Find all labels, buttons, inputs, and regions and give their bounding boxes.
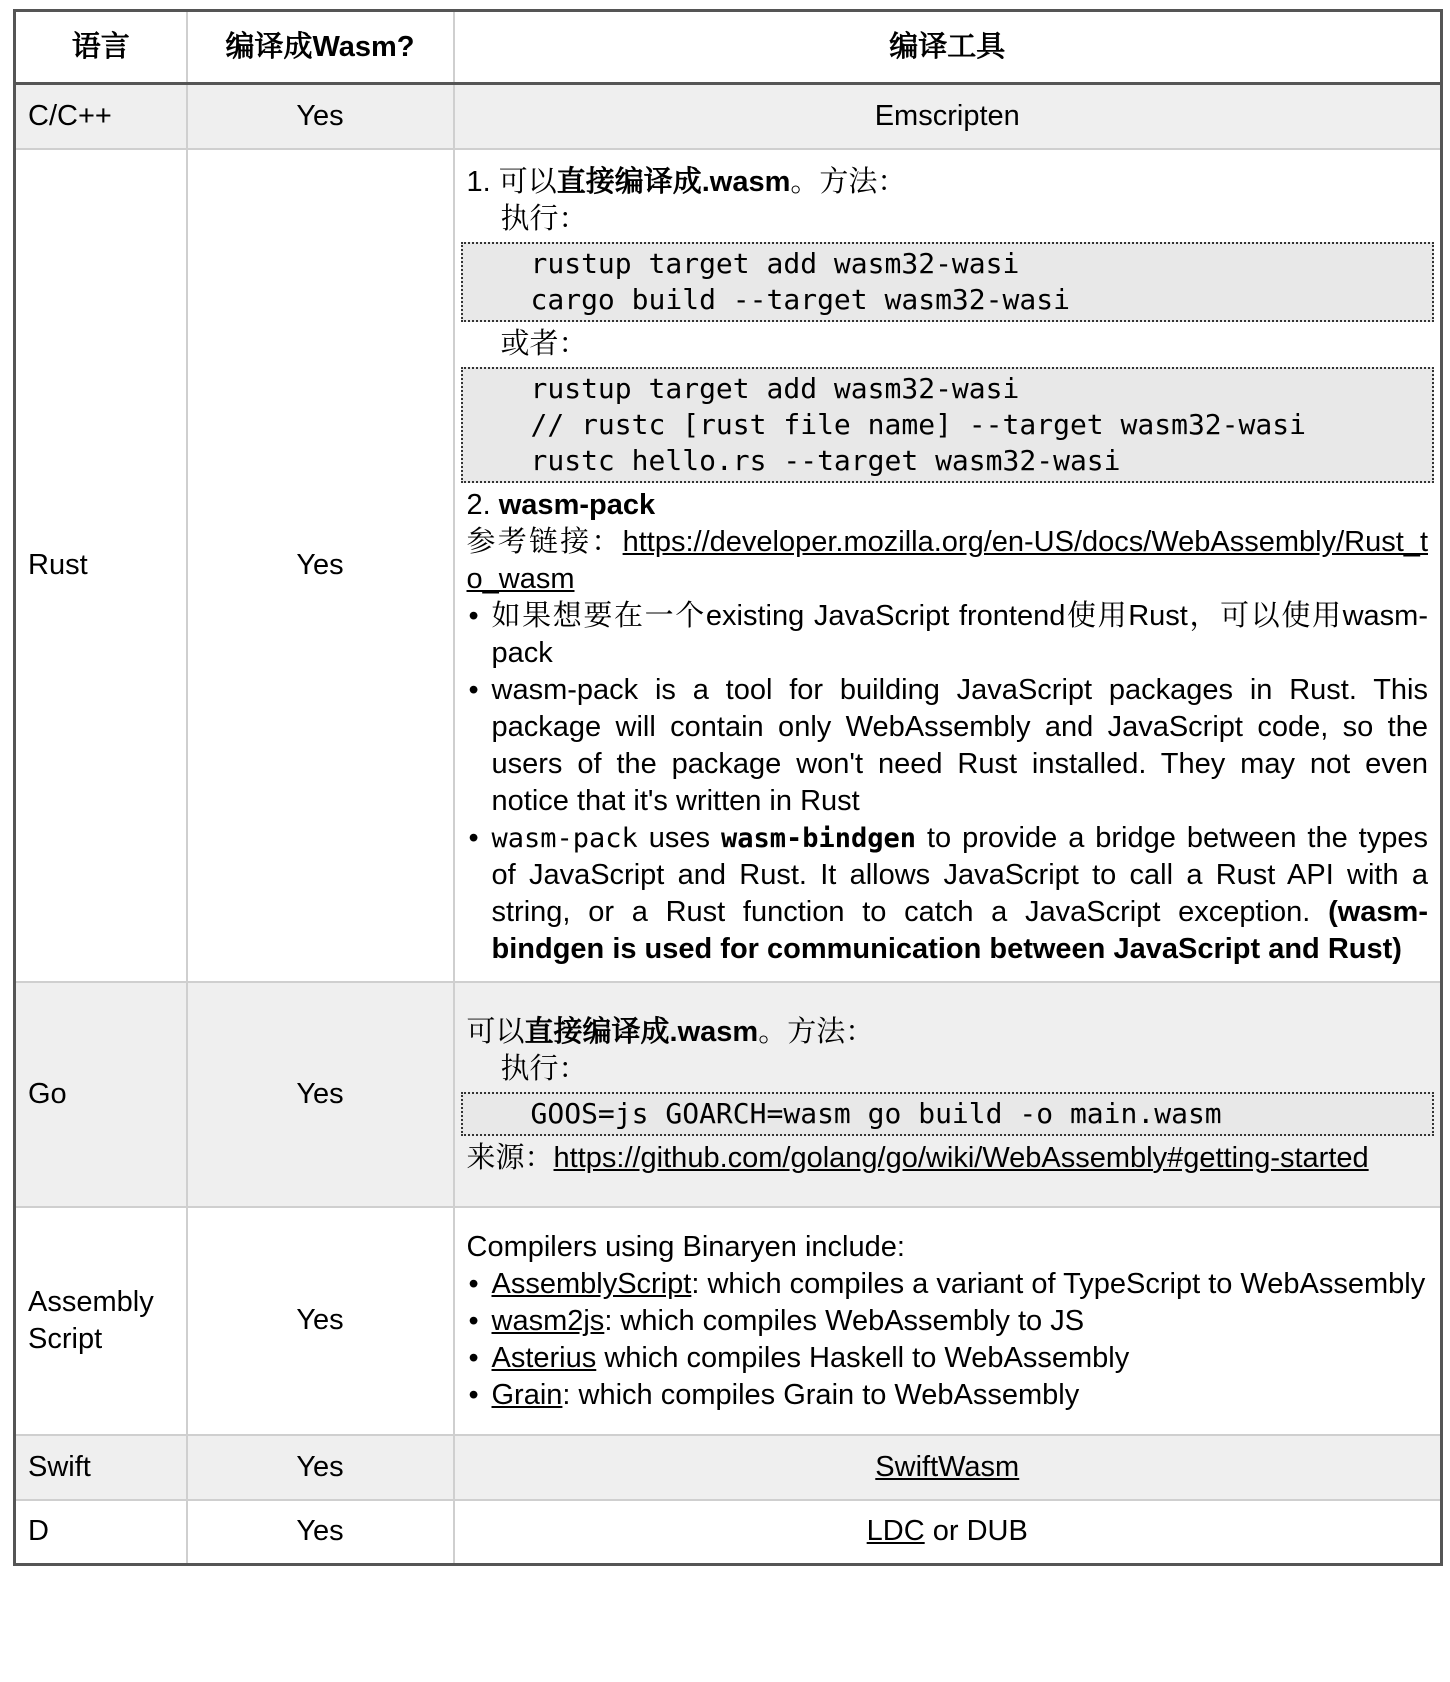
binaryen-intro: Compilers using Binaryen include: bbox=[466, 1231, 905, 1263]
row-swift bbox=[15, 1435, 1442, 1500]
tool-cell bbox=[454, 1435, 1442, 1500]
list-item: • wasm2js: which compiles WebAssembly to JS bbox=[467, 1303, 1429, 1340]
or-label: 或者： bbox=[500, 328, 588, 360]
wasm-pack-list bbox=[467, 598, 1429, 968]
yes-cell: Yes bbox=[187, 1435, 454, 1500]
code-block: rustup target add wasm32-wasi // rustc [rust file name] --target wasm32-wasi rustc hello.rs --target wasm32-wasi bbox=[461, 367, 1435, 483]
row-d bbox=[15, 1500, 1442, 1565]
swiftwasm-link[interactable]: SwiftWasm bbox=[875, 1450, 1020, 1483]
lang-cell: Swift bbox=[15, 1435, 187, 1500]
list-item: • 如果想要在一个existing JavaScript frontend使用Rust，可以使用wasm-pack bbox=[467, 598, 1429, 672]
list-item: • wasm-pack uses wasm-bindgen to provide a bridge between the types of JavaScript and Rust. It allows JavaScript to call a Rust API with a string, or a Rust function to catch a JavaScript exception. (wasm-bindgen is used for communication between JavaScript and Rust) bbox=[467, 820, 1429, 968]
list-item: • Asterius which compiles Haskell to WebAssembly bbox=[467, 1340, 1429, 1377]
go-method: 可以直接编译成.wasm。方法： bbox=[466, 1015, 875, 1048]
header-compile-tool: 编译工具 bbox=[454, 11, 1442, 84]
rust-step2: 2. wasm-pack bbox=[466, 489, 656, 521]
compiler-table bbox=[13, 9, 1443, 1566]
asterius-link[interactable]: Asterius bbox=[491, 1342, 597, 1374]
header-compile-to-wasm: 编译成Wasm? bbox=[187, 11, 454, 84]
tool-cell bbox=[454, 149, 1442, 982]
tool-cell bbox=[454, 1207, 1442, 1435]
yes-cell: Yes bbox=[187, 84, 454, 149]
lang-cell: D bbox=[15, 1500, 187, 1565]
lang-cell: Rust bbox=[15, 149, 187, 982]
list-item: • AssemblyScript: which compiles a variant of TypeScript to WebAssembly bbox=[467, 1266, 1429, 1303]
row-c bbox=[15, 84, 1442, 149]
row-rust bbox=[15, 149, 1442, 982]
reference-link[interactable]: https://developer.mozilla.org/en-US/docs/WebAssembly/Rust_to_wasm bbox=[466, 526, 1428, 595]
lang-cell: Go bbox=[15, 982, 187, 1207]
reference-line: 参考链接：https://developer.mozilla.org/en-US/docs/WebAssembly/Rust_to_wasm bbox=[466, 526, 1428, 595]
assemblyscript-link[interactable]: AssemblyScript bbox=[491, 1268, 692, 1300]
exec-label: 执行： bbox=[500, 1052, 588, 1085]
binaryen-list bbox=[467, 1266, 1429, 1414]
ldc-link[interactable]: LDC bbox=[866, 1515, 925, 1548]
source-link[interactable]: https://github.com/golang/go/wiki/WebAssembly#getting-started bbox=[553, 1141, 1369, 1174]
lang-cell: C/C++ bbox=[15, 84, 187, 149]
list-item: • Grain: which compiles Grain to WebAssembly bbox=[467, 1377, 1429, 1414]
yes-cell: Yes bbox=[187, 1207, 454, 1435]
yes-cell: Yes bbox=[187, 982, 454, 1207]
yes-cell: Yes bbox=[187, 149, 454, 982]
yes-cell: Yes bbox=[187, 1500, 454, 1565]
header-row bbox=[15, 11, 1442, 84]
source-line: 来源：https://github.com/golang/go/wiki/WebAssembly#getting-started bbox=[466, 1141, 1369, 1174]
row-go bbox=[15, 982, 1442, 1207]
tool-cell: LDC or DUB bbox=[454, 1500, 1442, 1565]
code-block: rustup target add wasm32-wasi cargo build --target wasm32-wasi bbox=[461, 242, 1435, 322]
code-block: GOOS=js GOARCH=wasm go build -o main.wasm bbox=[461, 1092, 1435, 1136]
list-item: • wasm-pack is a tool for building JavaScript packages in Rust. This package will contain only WebAssembly and JavaScript code, so the users of the package won't need Rust installed. They may not even notice that it's written in Rust bbox=[467, 672, 1429, 820]
rust-step1: 1. 可以直接编译成.wasm。方法： bbox=[466, 166, 907, 198]
exec-label: 执行： bbox=[500, 203, 588, 235]
row-assemblyscript bbox=[15, 1207, 1442, 1435]
header-language: 语言 bbox=[15, 11, 187, 84]
grain-link[interactable]: Grain bbox=[491, 1379, 563, 1411]
lang-cell: Assembly Script bbox=[15, 1207, 187, 1435]
tool-cell bbox=[454, 982, 1442, 1207]
wasm2js-link[interactable]: wasm2js bbox=[491, 1305, 605, 1337]
tool-cell: Emscripten bbox=[454, 84, 1442, 149]
